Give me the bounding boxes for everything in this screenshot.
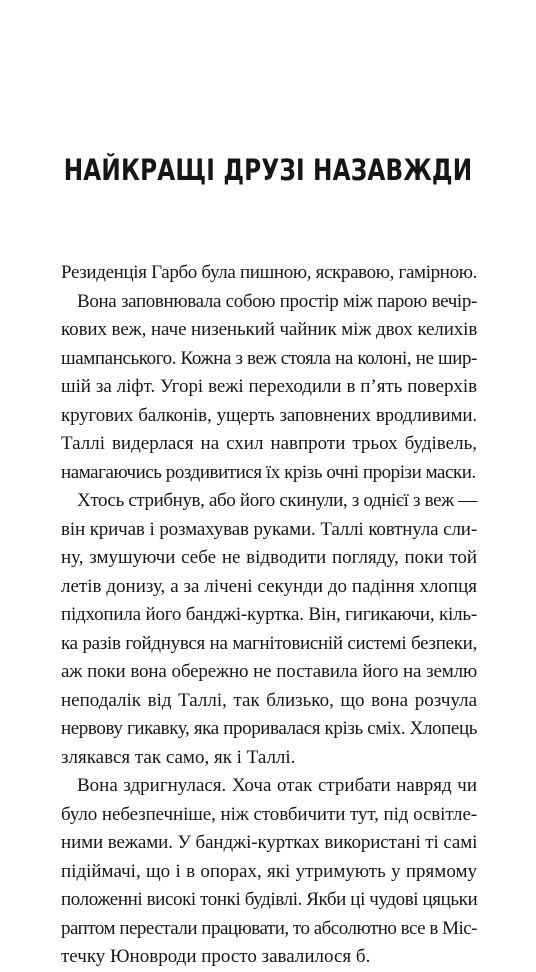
text-line: злякався так само, як і Таллі. <box>61 746 296 768</box>
text-line: Таллі видерлася на схил навпроти трьох будівель, <box>61 433 477 454</box>
text-line: положенні високі тонкі будівлі. Якби ці чудові цяцьки <box>61 889 478 910</box>
text-line: летів донизу, а за лічені секунди до падіння хлопця <box>61 575 477 597</box>
text-line: неподалік від Таллі, так близько, що вона розчула <box>61 689 477 711</box>
text-line: Резиденція Гарбо була пишною, яскравою, гамірною. <box>61 262 477 283</box>
text-line: ними вежами. У банджі-куртках використані ті самі <box>61 832 478 853</box>
text-line: шій за ліфт. Угорі вежі переходили в п’ять поверхів <box>61 376 477 397</box>
text-line: він кричав і розмахував руками. Таллі ковтнула сли- <box>61 518 477 540</box>
text-line: Хтось стрибнув, або його скинули, з однієї з веж — <box>77 490 477 511</box>
text-line: кругових балконів, ущерть заповнених вродливими. <box>61 404 477 426</box>
text-line: шампанського. Кожна з веж стояла на колоні, не шир- <box>61 347 477 369</box>
text-line: Вона заповнювала собою простір між парою вечір- <box>77 290 477 312</box>
text-line: було небезпечніше, ніж стовбичити тут, під освітле- <box>61 803 477 825</box>
text-line: намагаючись роздивитися їх крізь очні прорізи маски. <box>61 461 476 483</box>
text-line: течку Юновроди просто завалилося б. <box>61 946 371 967</box>
text-line: нервову гикавку, яка проривалася крізь сміх. Хлопець <box>61 718 477 739</box>
text-line: Вона здригнулася. Хоча отак стрибати навряд чи <box>77 775 477 796</box>
text-line: підіймачі, що і в опорах, які утримують у прямому <box>61 860 477 882</box>
text-line: аж поки вона обережно не поставила його на землю <box>61 661 477 682</box>
text-line: ка разів гойднувся на магнітовисній системі безпеки, <box>61 632 477 654</box>
text-line: кових веж, наче низенький чайник між двох келихів <box>61 319 478 340</box>
chapter-title: НАЙКРАЩІ ДРУЗІ НАЗАВЖДИ <box>63 153 473 187</box>
text-line: ну, змушуючи себе не відводити погляду, поки той <box>61 547 477 568</box>
text-line: раптом перестали працювати, то абсолютно все в Міс- <box>61 917 477 939</box>
body-text <box>61 259 477 972</box>
text-line: підхопила його банджі-куртка. Він, гигикаючи, кіль- <box>61 604 477 625</box>
